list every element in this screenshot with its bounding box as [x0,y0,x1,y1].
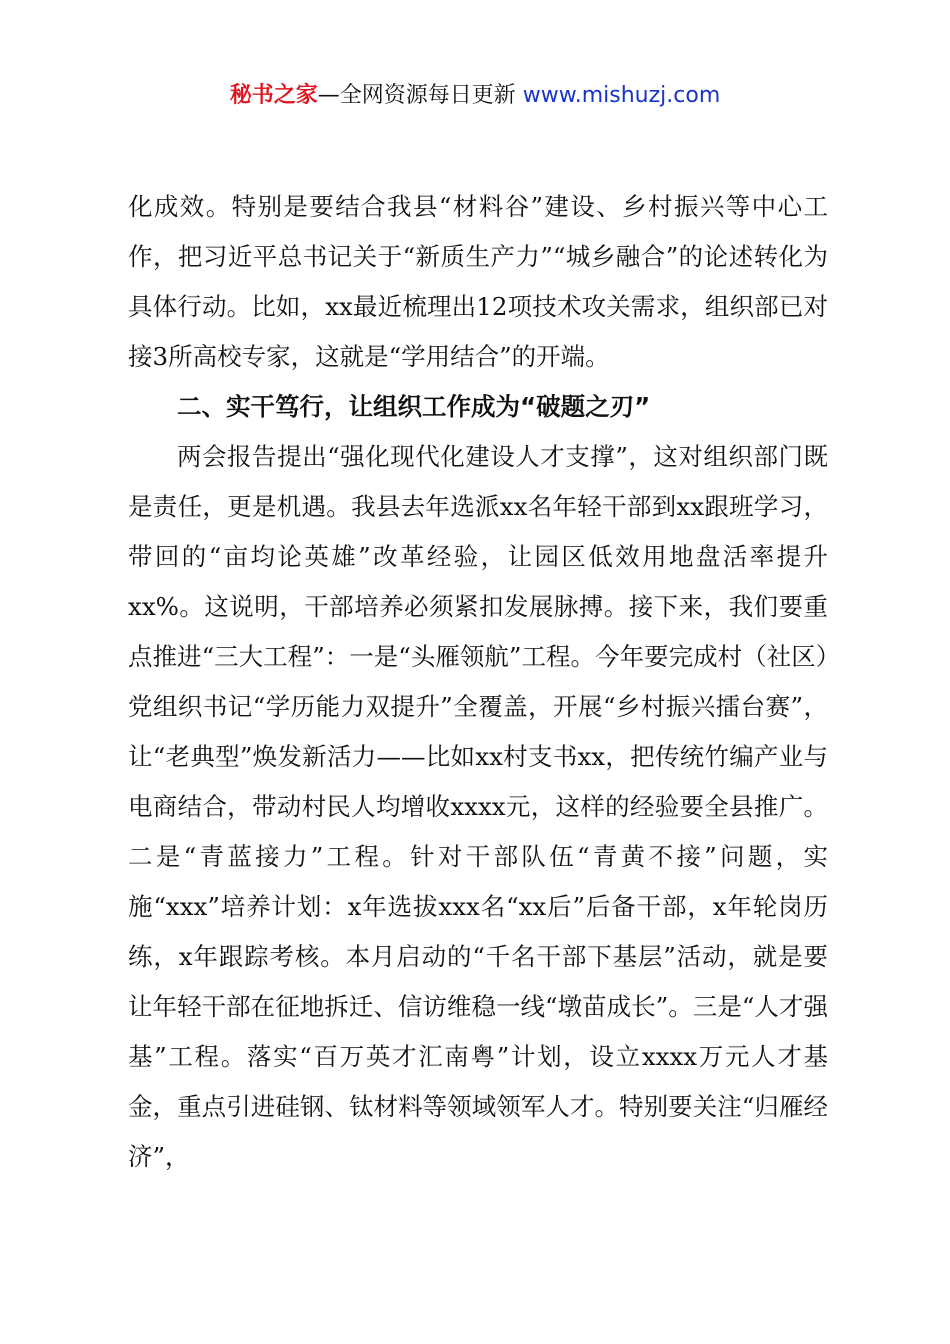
header-tagline: —全网资源每日更新 [317,83,516,108]
page-header [0,80,950,112]
document-body [128,182,828,1182]
paragraph-continued: 化成效。特别是要结合我县“材料谷”建设、乡村振兴等中心工作，把习近平总书记关于“新质生产力”“城乡融合”的论述转化为具体行动。比如，xx最近梳理出12项技术攻关需求，组织部已对接3所高校专家，这就是“学用结合”的开端。 [128,192,828,371]
header-brand: 秘书之家 [229,83,318,108]
paragraph-main: 两会报告提出“强化现代化建设人才支撑”，这对组织部门既是责任，更是机遇。我县去年选派xx名年轻干部到xx跟班学习，带回的“亩均论英雄”改革经验，让园区低效用地盘活率提升xx%。这说明，干部培养必须紧扣发展脉搏。接下来，我们要重点推进“三大工程”：一是“头雁领航”工程。今年要完成村（社区）党组织书记“学历能力双提升”全覆盖，开展“乡村振兴擂台赛”，让“老典型”焕发新活力——比如xx村支书xx，把传统竹编产业与电商结合，带动村民人均增收xxxx元，这样的经验要全县推广。二是“青蓝接力”工程。针对干部队伍“青黄不接”问题，实施“xxx”培养计划：x年选拔xxx名“xx后”后备干部，x年轮岗历练，x年跟踪考核。本月启动的“千名干部下基层”活动，就是要让年轻干部在征地拆迁、信访维稳一线“墩苗成长”。三是“人才强基”工程。落实“百万英才汇南粤”计划，设立xxxx万元人才基金，重点引进硅钢、钛材料等领域领军人才。特别要关注“归雁经济”， [128,442,828,1171]
header-site-url[interactable]: www.mishuzj.com [522,83,721,108]
section-heading: 二、实干笃行，让组织工作成为“破题之刃” [177,392,651,421]
